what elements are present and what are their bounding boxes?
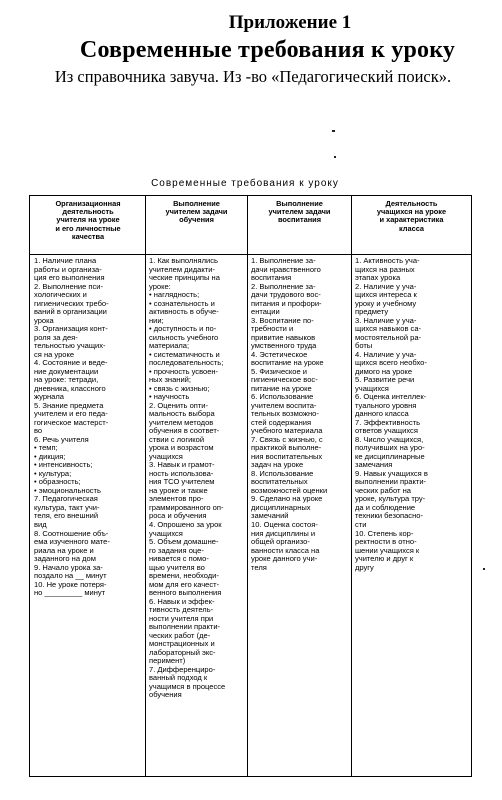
header-divider <box>30 254 471 255</box>
header-organizational: Организационная деятельность учителя на уроке и его личностные качества <box>55 200 121 241</box>
table-caption: Современные требования к уроку <box>151 178 339 189</box>
source-line: Из справочника завуча. Из -во «Педагогический поиск». <box>54 67 452 86</box>
header-teaching: Выполнение учителем задачи обучения <box>165 200 228 225</box>
column-divider <box>145 196 146 776</box>
appendix-label: Приложение 1 <box>228 12 352 33</box>
header-upbringing: Выполнение учителем задачи воспитания <box>268 200 331 225</box>
header-students: Деятельность учащихся на уроке и характеристика класса <box>376 200 447 233</box>
column-divider <box>351 196 352 776</box>
scan-speck <box>332 130 335 132</box>
column-students: 1. Активность уча- щихся на разных этапах урока 2. Наличие у уча- щихся интереса к уроку и учебному предмету 3. Наличие у уча- щихся навыков са- мостоятельной ра- боты 4. Наличие у уча- щихся всего необхо- димого на уроке 5. Развитие речи учащихся 6. Оценка интеллек- туального уровня данного класса 7. Эффективность ответов учащихся 8. Число учащихся, получивших на уро- ке дисциплинарные замечания 9. Навык учащихся в выполнении практи- ческих работ на уроке, культура тру- да и соблюдение техники безопасно- сти 10. Степень кор- ректности в отно- шении учащихся к учителю и друг к другу <box>355 257 428 572</box>
page-title: Современные требования к уроку <box>79 37 456 63</box>
column-upbringing: 1. Выполнение за- дачи нравственного воспитания 2. Выполнение за- дачи трудового вос- питания и профори- ентации 3. Воспитание по- требности и привитие навыков умственного труда 4. Эстетическое воспитание на уроке 5. Физическое и гигиеническое вос- питание на уроке 6. Использование учителем воспита- тельных возможно- стей содержания учебного материала 7. Связь с жизнью, с практикой выполне- ния воспитательных задач на уроке 8. Использование воспитательных возможностей оценки 9. Сделано на уроке дисциплинарных замечаний 10. Оценка состоя- ния дисциплины и общей организо- ванности класса на уроке данного учи- теля <box>251 257 328 572</box>
column-organizational: 1. Наличие плана работы и организа- ция его выполнения 2. Выполнение пси- хологических и гигиенических требо- ваний в организации урока 3. Организация конт- роля за дея- тельностью учащих- ся на уроке 4. Состояние и веде- ние документации на уроке: тетради, дневника, классного журнала 5. Знание предмета учителем и его педа- гогическое мастерст- во 6. Речь учителя • темп; • дикция; • интенсивность; • культура; • образность; • эмоциональность 7. Педагогическая культура, такт учи- теля, его внешний вид 8. Соотношение объ- ема изученного мате- риала на уроке и заданного на дом 9. Начало урока за- поздало на __ минут 10. Не уроке потеря- но _________ минут <box>34 257 110 598</box>
column-divider <box>247 196 248 776</box>
column-teaching: 1. Как выполнялись учителем дидакти- ческие принципы на уроке: • наглядность; • сознательность и активность в обуче- нии; • доступность и по- сильность учебного материала; • систематичность и последовательность; • прочность усвоен- ных знаний; • связь с жизнью; • научность 2. Оценить опти- мальность выбора учителем методов обучения в соответ- ствии с логикой урока и возрастом учащихся 3. Навык и грамот- ность использова- ния ТСО учителем на уроке и также элементов про- граммированного оп- роса и обучения 4. Опрошено за урок учащихся 5. Объем домашне- го задания оце- нивается с помо- щью учителя во времени, необходи- мом для его качест- венного выполнения 6. Навык и эффек- тивность деятель- ности учителя при выполнении практи- ческих работ (де- монстрационных и лабораторный экс- перимент) 7. Дифференциро- ванный подход к учащимся в процессе обучения <box>149 257 226 700</box>
scan-speck <box>483 568 485 570</box>
requirements-table <box>29 195 472 777</box>
scan-speck <box>334 156 336 158</box>
